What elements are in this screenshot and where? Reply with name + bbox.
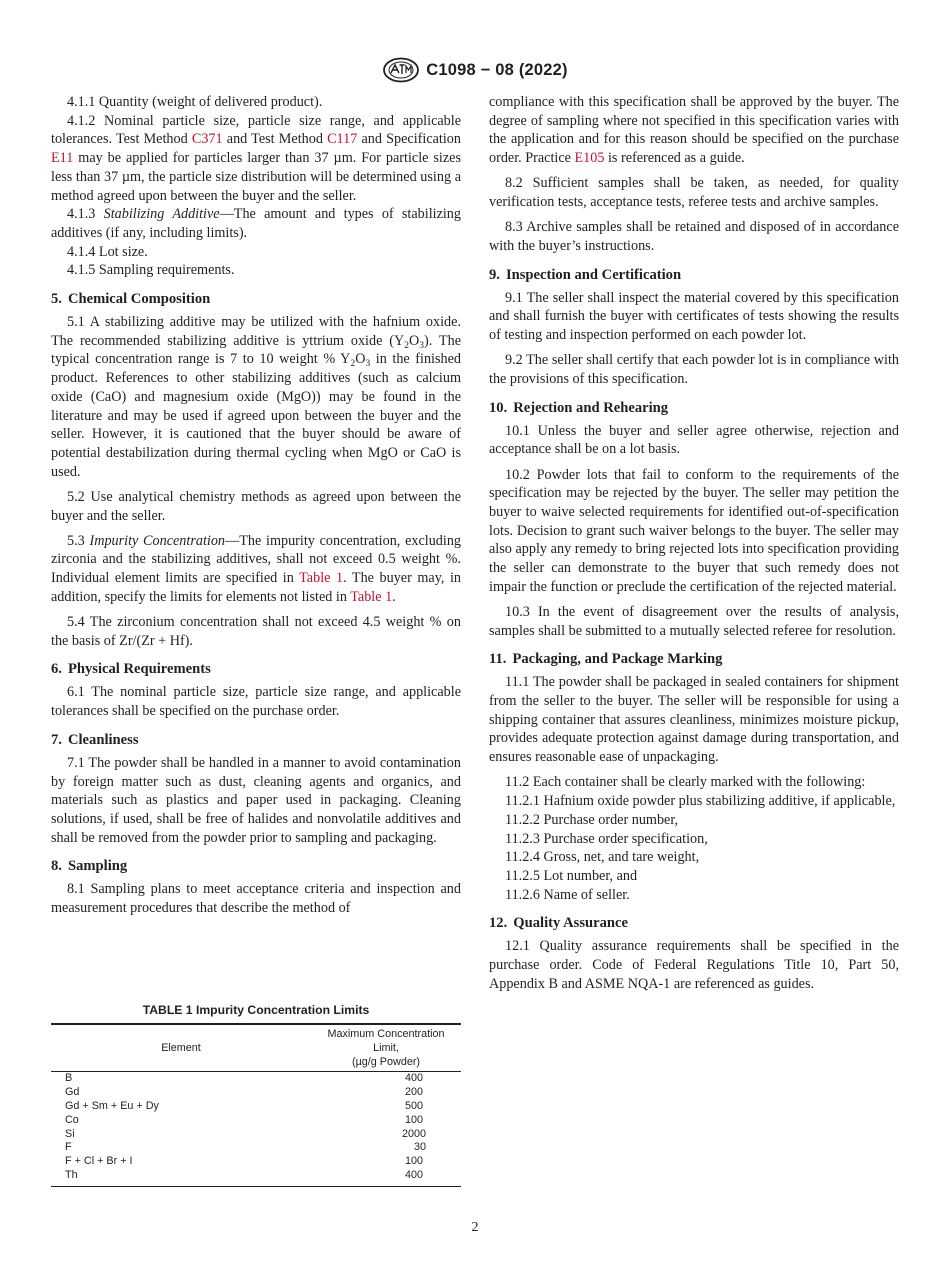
paragraph-4-1-3: 4.1.3 Stabilizing Additive—The amount and types of stabilizing additives (if any, including limits). <box>51 206 461 241</box>
link-table-1[interactable]: Table 1 <box>299 570 344 587</box>
table-row: Gd 200 <box>65 1086 423 1099</box>
table-row: B 400 <box>65 1072 423 1085</box>
section-9-heading: 9. Inspection and Certification <box>489 266 682 283</box>
right-column <box>489 93 899 993</box>
section-11-heading: 11. Packaging, and Package Marking <box>489 651 723 668</box>
paragraph-5-1: 5.1 A stabilizing additive may be utilized with the hafnium oxide. The recommended stabilizing additive is yttrium oxide $(Y_2O_3)$. The typical concentration range is 7 to 10 weight % $Y_2O_3$ in the finished product. References to other stabilizing additives (such as calcium oxide (CaO) and magnesium oxide (MgO)) may be found in the literature and may be used if agreed upon between the buyer and the seller. However, it is cautioned that the buyer should be aware of potential destabilization during thermal cycling when MgO or CaO is used. <box>51 314 461 480</box>
standard-designation: C1098 − 08 (2022) <box>426 60 568 79</box>
paragraph-8-1-end: compliance with this specification shall be approved by the buyer. The degree of sampling where not specified in this specification varies with the application and for this reason should be specified on the purchase order. Practice E105 is referenced as a guide. <box>489 94 899 167</box>
table-header-row <box>51 1024 461 1072</box>
paragraph-7-1: 7.1 The powder shall be handled in a manner to avoid contamination by foreign matter such as dust, cleaning agents and organics, and materials such as plastics and paper used in packaging. Cleaning solutions, if used, shall be free of halides and nonvolatile additives and shall be removed from the powder prior to sampling and packaging. <box>51 754 461 846</box>
paragraph-5-4: 5.4 The zirconium concentration shall not exceed 4.5 weight % on the basis of Zr/(Zr + Hf). <box>51 614 461 649</box>
paragraph-10-3: 10.3 In the event of disagreement over the results of analysis, samples shall be submitted to a mutually selected referee for resolution. <box>489 603 899 639</box>
paragraph-11-2-2: 11.2.2 Purchase order number, <box>505 811 679 828</box>
section-12-heading: 12. Quality Assurance <box>489 915 628 932</box>
paragraph-11-2-1: 11.2.1 Hafnium oxide powder plus stabilizing additive, if applicable, <box>505 793 896 810</box>
table-row: F + Cl + Br + I 100 <box>65 1155 423 1168</box>
paragraph-11-2-3: 11.2.3 Purchase order specification, <box>505 830 708 847</box>
left-column <box>51 93 461 918</box>
paragraph-10-2: 10.2 Powder lots that fail to conform to the requirements of the specification may be rejected by the buyer. The seller may petition the buyer to waive selected requirements for identified out-of-specification lots. Decision to grant such waiver belongs to the buyer. The seller may also apply any remedy to bring rejected lots into specification providing the seller can demonstrate to the buyer that such remedy does not impair the function or preclude the certification of the rejected material. <box>489 466 899 595</box>
link-e105[interactable]: E105 <box>574 150 605 167</box>
paragraph-11-2-6: 11.2.6 Name of seller. <box>505 886 630 903</box>
link-table-1[interactable]: Table 1 <box>350 588 393 605</box>
table-caption: TABLE 1 Impurity Concentration Limits <box>142 1003 370 1017</box>
column-header-limit: Maximum Concentration Limit, (µg/g Powder) <box>327 1028 445 1068</box>
page-number: 2 <box>471 1220 479 1235</box>
paragraph-5-3: 5.3 Impurity Concentration—The impurity concentration, excluding zirconia and the stabilizing additives, shall not exceed 0.5 weight %. Individual element limits are specified in Table 1. The buyer may, in addition, specify the limits for elements not listed in Table 1. <box>51 532 462 605</box>
paragraph-4-1-2: 4.1.2 Nominal particle size, particle size range, and applicable tolerances. Test Method C371 and Test Method C117 and Specification E11 may be applied for particles larger than 37 µm. For particle sizes less than 37 µm, the particle size distribution will be determined using a method agreed upon between the buyer and the seller. <box>51 112 461 204</box>
table-row: Th 400 <box>51 1169 461 1186</box>
paragraph-11-2: 11.2 Each container shall be clearly marked with the following: <box>505 774 866 791</box>
table-1 <box>51 1003 461 1187</box>
section-8-heading: 8. Sampling <box>51 858 128 875</box>
paragraph-9-1: 9.1 The seller shall inspect the material covered by this specification and shall furnish the buyer with certificates of tests showing the results of testing and inspection performed on each powder lot. <box>489 289 899 344</box>
paragraph-10-1: 10.1 Unless the buyer and seller agree otherwise, rejection and acceptance shall be on a lot basis. <box>489 422 899 458</box>
astm-logo-icon <box>382 57 420 83</box>
table-row: Co 100 <box>65 1113 423 1126</box>
paragraph-4-1-1: 4.1.1 Quantity (weight of delivered product). <box>67 94 323 110</box>
table-row: Gd + Sm + Eu + Dy 500 <box>65 1099 423 1112</box>
paragraph-5-2: 5.2 Use analytical chemistry methods as agreed upon between the buyer and the seller. <box>51 488 461 524</box>
paragraph-11-1: 11.1 The powder shall be packaged in sealed containers for shipment from the seller to the buyer. The seller will be responsible for using a shipping container that assures cleanliness, minimizes moisture pickup, provides adequate protection against damage during transportation, and ensures reasonable ease of unpackaging. <box>489 674 899 766</box>
section-5-heading: 5. Chemical Composition <box>51 291 211 308</box>
link-c371[interactable]: C371 <box>191 131 223 148</box>
page-header <box>0 56 950 84</box>
table-row: F 30 <box>65 1141 426 1154</box>
paragraph-6-1: 6.1 The nominal particle size, particle size range, and applicable tolerances shall be specified on the purchase order. <box>51 684 461 720</box>
table-row: Si 2000 <box>65 1127 427 1140</box>
section-7-heading: 7. Cleanliness <box>51 731 139 748</box>
paragraph-12-1: 12.1 Quality assurance requirements shall be specified in the purchase order. Code of Federal Regulations Title 10, Part 50, Appendix B and ASME NQA-1 are referenced as guides. <box>489 938 899 992</box>
paragraph-8-1-start: 8.1 Sampling plans to meet acceptance criteria and inspection and measurement procedures that describe the method of <box>51 881 461 917</box>
paragraph-4-1-5: 4.1.5 Sampling requirements. <box>67 262 235 279</box>
section-10-heading: 10. Rejection and Rehearing <box>489 399 669 416</box>
impurity-table <box>51 1023 461 1187</box>
column-header-element: Element <box>161 1041 201 1054</box>
link-c117[interactable]: C117 <box>327 131 358 148</box>
paragraph-8-3: 8.3 Archive samples shall be retained and disposed of in accordance with the buyer’s instructions. <box>489 219 899 254</box>
paragraph-8-2: 8.2 Sufficient samples shall be taken, as needed, for quality verification tests, acceptance tests, referee tests and archive samples. <box>489 175 899 211</box>
link-e11[interactable]: E11 <box>51 150 74 167</box>
paragraph-11-2-5: 11.2.5 Lot number, and <box>505 867 638 884</box>
paragraph-11-2-4: 11.2.4 Gross, net, and tare weight, <box>505 849 700 866</box>
paragraph-9-2: 9.2 The seller shall certify that each powder lot is in compliance with the provisions of this specification. <box>489 352 899 387</box>
section-6-heading: 6. Physical Requirements <box>51 661 211 678</box>
paragraph-4-1-4: 4.1.4 Lot size. <box>67 243 148 260</box>
